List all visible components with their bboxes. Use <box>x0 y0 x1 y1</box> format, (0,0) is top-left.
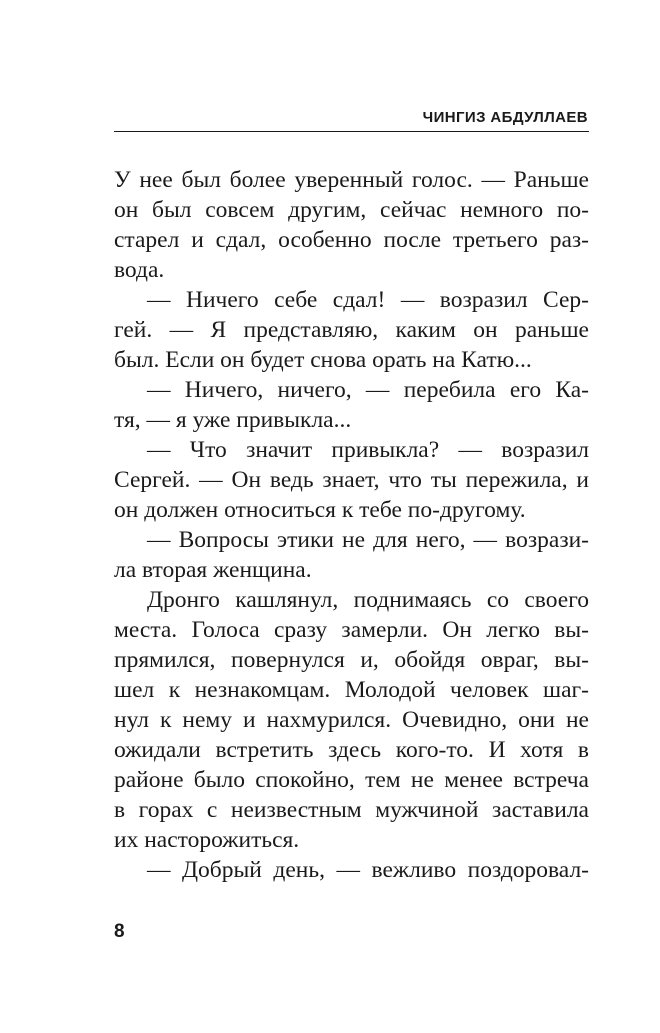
header-rule <box>114 131 589 132</box>
text-line: он был совсем другим, сейчас немного по- <box>114 197 589 223</box>
text-line: места. Голоса сразу замерли. Он легко вы- <box>114 617 589 643</box>
text-line: — Вопросы этики не для него, — возрази- <box>147 527 589 553</box>
text-line: — Добрый день, — вежливо поздоровал- <box>147 857 589 883</box>
text-line: гей. — Я представляю, каким он раньше <box>114 317 589 343</box>
text-line: прямился, повернулся и, обойдя овраг, вы- <box>114 647 589 673</box>
text-line: их насторожиться. <box>114 827 300 853</box>
text-line: — Что значит привыкла? — возразил <box>147 437 589 463</box>
text-line: был. Если он будет снова орать на Катю... <box>114 347 532 373</box>
text-line: — Ничего себе сдал! — возразил Сер- <box>147 287 589 313</box>
text-line: нул к нему и нахмурился. Очевидно, они не <box>114 707 589 733</box>
text-line: Дронго кашлянул, поднимаясь со своего <box>147 587 589 613</box>
text-line: — Ничего, ничего, — перебила его Ка- <box>147 377 589 403</box>
text-line: тя, — я уже привыкла... <box>114 407 352 433</box>
body-text <box>114 165 589 885</box>
running-head: ЧИНГИЗ АБДУЛЛАЕВ <box>422 109 588 126</box>
text-line: ожидали встретить здесь кого-то. И хотя в <box>114 737 589 763</box>
text-line: в горах с неизвестным мужчиной заставила <box>114 797 589 823</box>
page-number: 8 <box>114 921 125 942</box>
text-line: вода. <box>114 257 165 283</box>
text-line: ла вторая женщина. <box>114 557 312 583</box>
text-line: У нее был более уверенный голос. — Раньше <box>114 167 589 193</box>
text-line: он должен относиться к тебе по-другому. <box>114 497 526 523</box>
text-line: старел и сдал, особенно после третьего раз- <box>114 227 589 253</box>
text-line: шел к незнакомцам. Молодой человек шаг- <box>114 677 589 703</box>
text-line: Сергей. — Он ведь знает, что ты пережила, и <box>114 467 589 493</box>
text-line: районе было спокойно, тем не менее встреча <box>114 767 589 793</box>
